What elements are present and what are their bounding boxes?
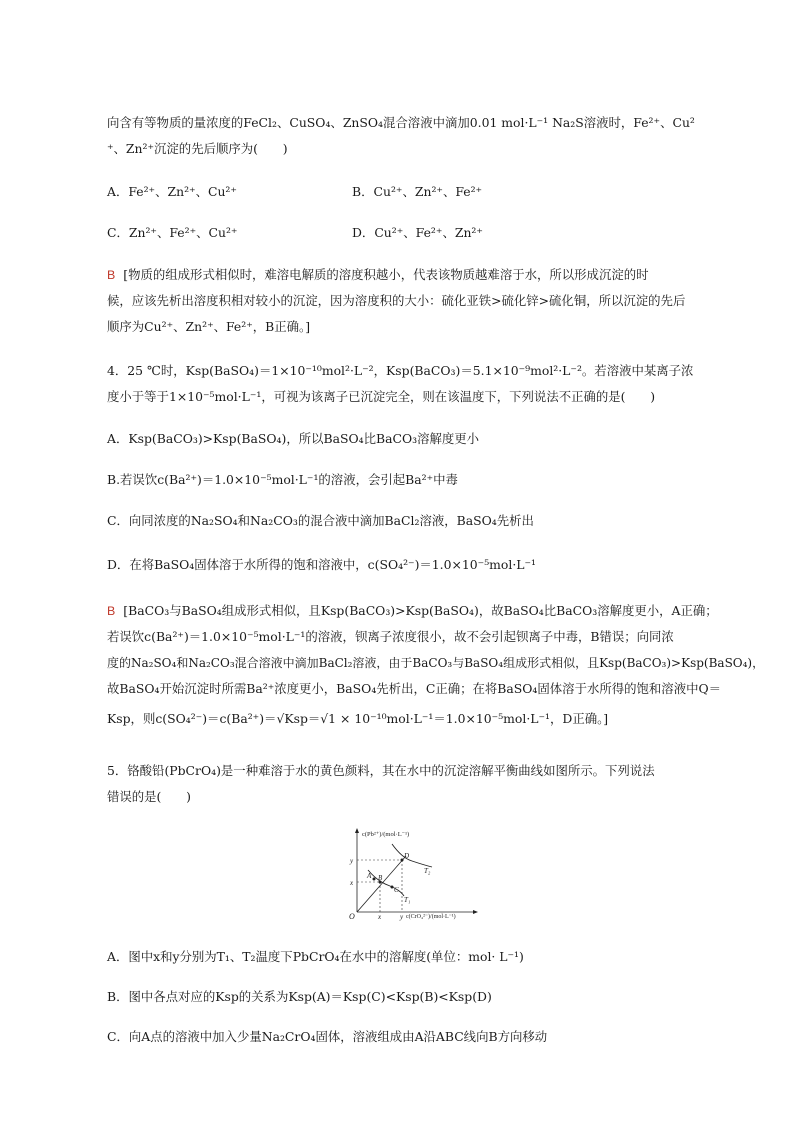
q5-option-a: A．图中x和y分别为T₁、T₂温度下PbCrO₄在水中的溶解度(单位：mol· L⁻¹) bbox=[107, 949, 524, 964]
pbcro4-solubility-figure bbox=[332, 826, 482, 922]
q5-stem-line1: 5．铬酸铅(PbCrO₄)是一种难溶于水的黄色颜料，其在水中的沉淀溶解平衡曲线如图所示。下列说法 bbox=[107, 763, 655, 778]
origin-label: O bbox=[349, 912, 355, 921]
q3-option-b: B．Cu²⁺、Zn²⁺、Fe²⁺ bbox=[352, 184, 483, 199]
q3-answer-line3: 顺序为Cu²⁺、Zn²⁺、Fe²⁺，B正确。] bbox=[107, 319, 311, 334]
point-b-label: B bbox=[378, 874, 383, 882]
x-axis-arrow bbox=[473, 910, 478, 914]
point-c-label: C bbox=[394, 886, 399, 894]
q3-stem-line2: ⁺、Zn²⁺沉淀的先后顺序为( ) bbox=[107, 141, 288, 156]
q4-answer-line4: 故BaSO₄开始沉淀时所需Ba²⁺浓度更小，BaSO₄先析出，C正确；在将BaSO₄固体溶于水所得的饱和溶液中Q＝ bbox=[107, 681, 722, 696]
q5-option-b: B．图中各点对应的Ksp的关系为Ksp(A)＝Ksp(C)<Ksp(B)<Ksp(D) bbox=[107, 989, 492, 1004]
q4-answer-letter: B bbox=[107, 604, 116, 618]
curve-t2-label: T₂ bbox=[424, 867, 431, 875]
q3-option-a: A．Fe²⁺、Zn²⁺、Cu²⁺ bbox=[107, 184, 237, 199]
q4-answer-line1 bbox=[107, 602, 718, 620]
diagonal-line bbox=[357, 856, 406, 912]
q5-stem-line2: 错误的是( ) bbox=[107, 789, 192, 804]
point-a-label: A bbox=[367, 872, 372, 880]
y-axis-label: c(Pb²⁺)/(mol·L⁻¹) bbox=[362, 831, 410, 838]
point-d-label: D bbox=[404, 852, 410, 860]
q5-option-c: C．向A点的溶液中加入少量Na₂CrO₄固体，溶液组成由A沿ABC线向B方向移动 bbox=[107, 1029, 548, 1044]
q4-answer-line5: Ksp，则c(SO₄²⁻)＝c(Ba²⁺)＝√Ksp＝√1 × 10⁻¹⁰mol·L⁻¹＝1.0×10⁻⁵mol·L⁻¹，D正确。] bbox=[107, 711, 609, 726]
curve-t1-label: T₁ bbox=[404, 896, 411, 904]
q3-option-c: C．Zn²⁺、Fe²⁺、Cu²⁺ bbox=[107, 225, 238, 240]
x-tick-y: y bbox=[400, 913, 404, 921]
q4-answer-line3: 度的Na₂SO₄和Na₂CO₃混合溶液中滴加BaCl₂溶液，由于BaCO₃与BaSO₄组成形式相似，且Ksp(BaCO₃)>Ksp(BaSO₄)， bbox=[107, 656, 765, 670]
q4-answer-line2: 若误饮c(Ba²⁺)＝1.0×10⁻⁵mol·L⁻¹的溶液，钡离子浓度很小，故不会引起钡离子中毒，B错误；向同浓 bbox=[107, 629, 674, 644]
q3-stem-line1: 向含有等物质的量浓度的FeCl₂、CuSO₄、ZnSO₄混合溶液中滴加0.01 mol·L⁻¹ Na₂S溶液时，Fe²⁺、Cu² bbox=[107, 115, 695, 130]
y-tick-y: y bbox=[350, 857, 354, 865]
q4-option-a: A．Ksp(BaCO₃)>Ksp(BaSO₄)，所以BaSO₄比BaCO₃溶解度更小 bbox=[107, 431, 480, 446]
q3-option-d: D．Cu²⁺、Fe²⁺、Zn²⁺ bbox=[352, 225, 483, 240]
y-tick-x: x bbox=[350, 879, 354, 887]
q4-option-b: B.若误饮c(Ba²⁺)＝1.0×10⁻⁵mol·L⁻¹的溶液，会引起Ba²⁺中毒 bbox=[107, 472, 458, 487]
point-a bbox=[373, 878, 376, 881]
q4-stem-line2: 度小于等于1×10⁻⁵mol·L⁻¹，可视为该离子已沉淀完全，则在该温度下，下列说法不正确的是( ) bbox=[107, 389, 656, 404]
q3-answer-line2: 候，应该先析出溶度积相对较小的沉淀，因为溶度积的大小：硫化亚铁>硫化锌>硫化铜，所以沉淀的先后 bbox=[107, 293, 686, 308]
q4-option-c: C．向同浓度的Na₂SO₄和Na₂CO₃的混合液中滴加BaCl₂溶液，BaSO₄先析出 bbox=[107, 513, 534, 528]
x-tick-x: x bbox=[378, 913, 382, 921]
q4-answer-text-1: [BaCO₃与BaSO₄组成形式相似，且Ksp(BaCO₃)>Ksp(BaSO₄)，故BaSO₄比BaCO₃溶解度更小，A正确； bbox=[123, 603, 718, 618]
q3-answer-text-1: [物质的组成形式相似时，难溶电解质的溶度积越小，代表该物质越难溶于水，所以形成沉淀的时 bbox=[123, 267, 649, 282]
q3-answer-line1 bbox=[107, 266, 649, 284]
q4-stem-line1: 4．25 ℃时，Ksp(BaSO₄)＝1×10⁻¹⁰mol²·L⁻²，Ksp(BaCO₃)＝5.1×10⁻⁹mol²·L⁻²。若溶液中某离子浓 bbox=[107, 363, 694, 378]
q3-answer-letter: B bbox=[107, 268, 116, 282]
x-axis-label: c(CrO₄²⁻)/(mol·L⁻¹) bbox=[406, 914, 456, 920]
curve-t2 bbox=[392, 844, 432, 867]
y-axis-arrow bbox=[355, 828, 359, 833]
q4-option-d: D．在将BaSO₄固体溶于水所得的饱和溶液中，c(SO₄²⁻)＝1.0×10⁻⁵mol·L⁻¹ bbox=[107, 557, 537, 572]
